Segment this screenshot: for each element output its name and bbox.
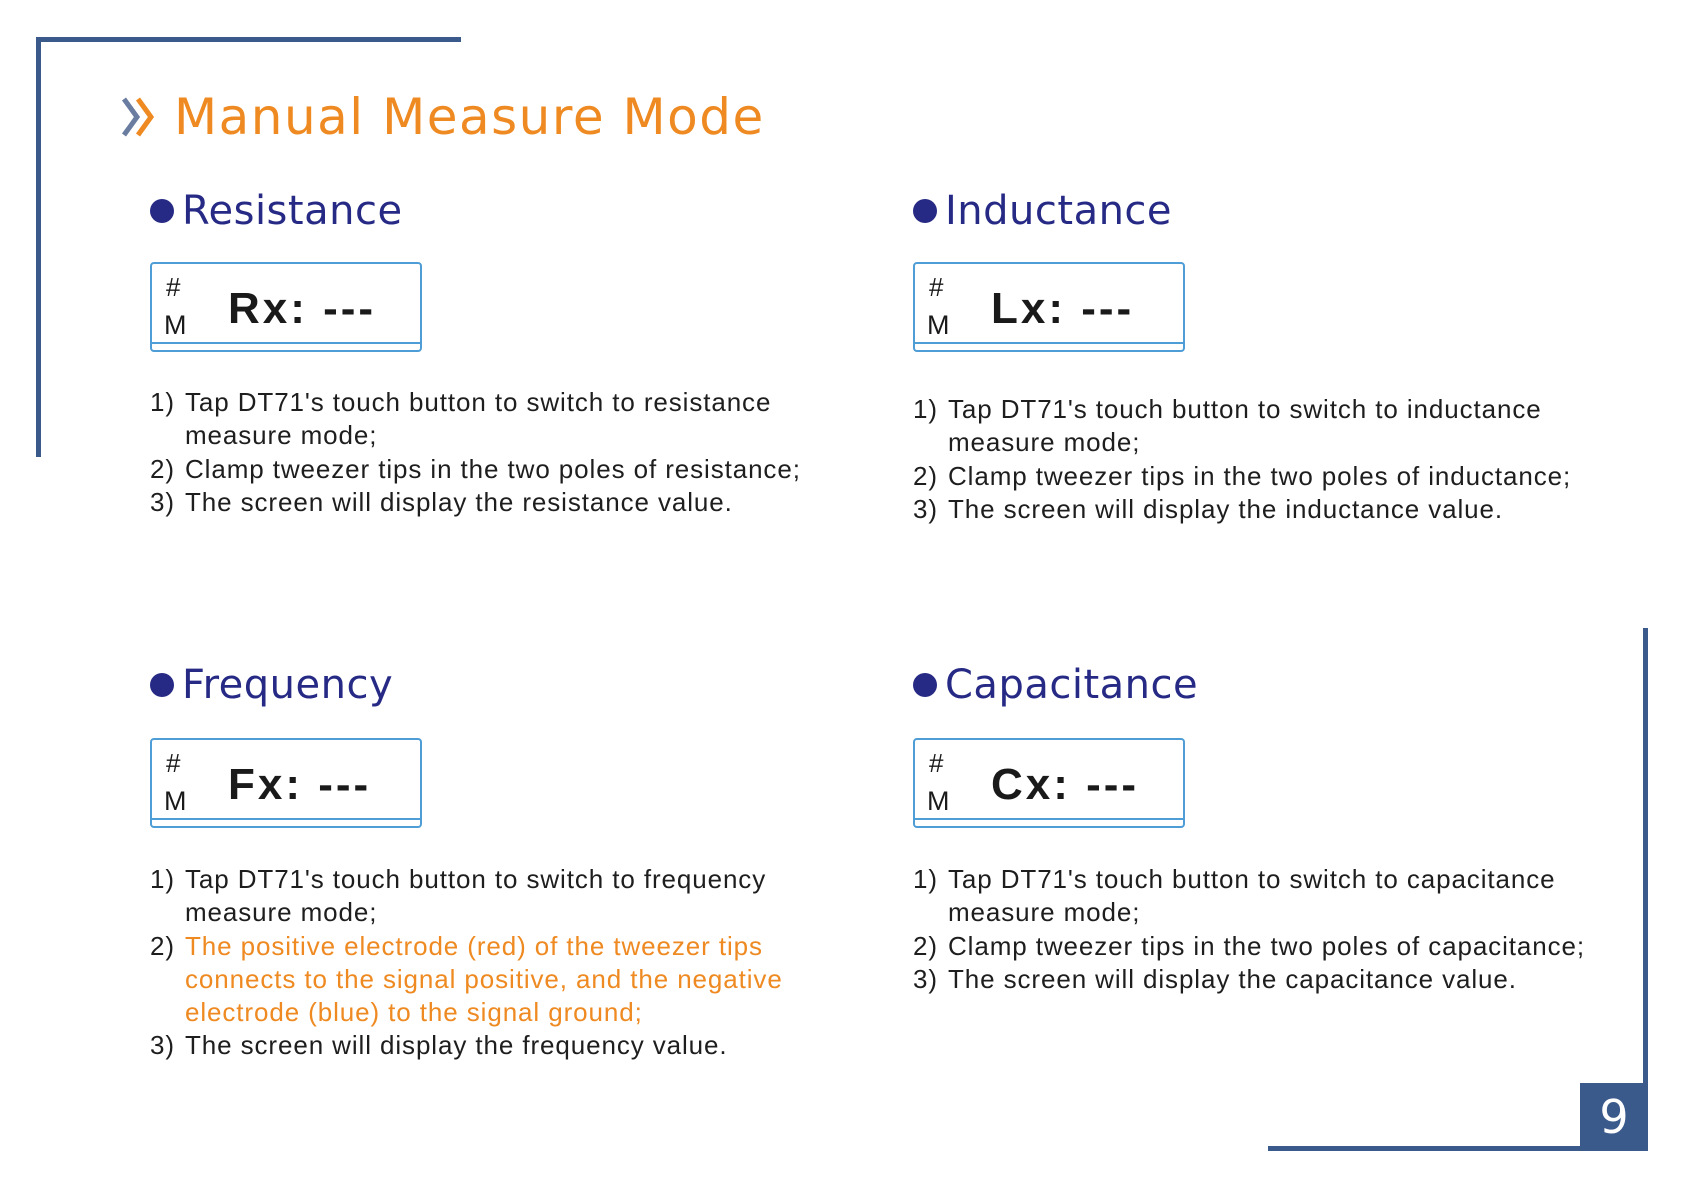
lcd-underline [915, 818, 1183, 820]
lcd-readout: Fx: --- [228, 760, 372, 809]
section-heading [913, 660, 1613, 710]
list-item: 1) Tap DT71's touch button to switch to capacitance measure mode; [913, 864, 1556, 928]
lcd-display [150, 738, 422, 828]
list-item: 3) The screen will display the frequency value. [150, 1030, 728, 1061]
page-number-badge [1580, 1083, 1648, 1151]
lcd-readout: Rx: --- [228, 284, 377, 333]
section-title: Resistance [182, 188, 403, 234]
list-item: 3) The screen will display the capacitance value. [913, 963, 1517, 994]
list-item: 3) The screen will display the inductance value. [913, 493, 1504, 524]
lcd-hash: # [166, 748, 181, 778]
list-item: 3) The screen will display the resistance value. [150, 486, 733, 517]
bullet-dot-icon [150, 199, 174, 223]
lcd-underline [152, 818, 420, 820]
page-header [120, 88, 765, 146]
list-item: 2) The positive electrode (red) of the tweezer tips connects to the signal positive, and the negative electrode (blue) to the signal ground; [150, 930, 783, 1028]
list-item: 2) Clamp tweezer tips in the two poles of capacitance; [913, 930, 1585, 961]
list-item: 1) Tap DT71's touch button to switch to inductance measure mode; [913, 394, 1542, 458]
list-item: 1) Tap DT71's touch button to switch to resistance measure mode; [150, 387, 772, 451]
bullet-dot-icon [913, 673, 937, 697]
section-heading [150, 186, 850, 236]
lcd-underline [915, 342, 1183, 344]
highlighted-step-text: The positive electrode (red) of the tweezer tips connects to the signal positive, and the negative electrode (blue) to the signal ground; [185, 930, 783, 1028]
lcd-mode-indicator: M [927, 786, 950, 816]
section-resistance [150, 186, 850, 566]
lcd-display [913, 262, 1185, 352]
lcd-mode-indicator: M [927, 310, 950, 340]
page-title: Manual Measure Mode [174, 88, 765, 146]
bullet-dot-icon [150, 673, 174, 697]
section-title: Frequency [182, 662, 394, 708]
page-number: 9 [1599, 1090, 1629, 1144]
lcd-readout: Lx: --- [991, 284, 1135, 333]
step-list [150, 386, 810, 519]
lcd-readout: Cx: --- [991, 760, 1140, 809]
list-item: 1) Tap DT71's touch button to switch to frequency measure mode; [150, 864, 767, 928]
step-list [913, 393, 1613, 526]
lcd-hash: # [166, 272, 181, 302]
step-list [150, 863, 830, 1063]
lcd-display [150, 262, 422, 352]
section-heading [150, 660, 850, 710]
frame-top-left-vertical [36, 37, 41, 457]
lcd-hash: # [929, 748, 944, 778]
bullet-dot-icon [913, 199, 937, 223]
section-inductance [913, 186, 1613, 566]
lcd-hash: # [929, 272, 944, 302]
lcd-display [913, 738, 1185, 828]
section-frequency [150, 660, 850, 1080]
frame-top-left-horizontal [36, 37, 461, 42]
section-heading [913, 186, 1613, 236]
lcd-mode-indicator: M [164, 310, 187, 340]
lcd-mode-indicator: M [164, 786, 187, 816]
step-list [913, 863, 1613, 996]
list-item: 2) Clamp tweezer tips in the two poles of inductance; [913, 460, 1572, 491]
frame-bottom-right-vertical [1643, 628, 1648, 1151]
list-item: 2) Clamp tweezer tips in the two poles of resistance; [150, 453, 801, 484]
section-title: Inductance [945, 188, 1173, 234]
lcd-underline [152, 342, 420, 344]
section-title: Capacitance [945, 662, 1199, 708]
section-capacitance [913, 660, 1613, 1080]
double-chevron-icon [120, 94, 158, 140]
